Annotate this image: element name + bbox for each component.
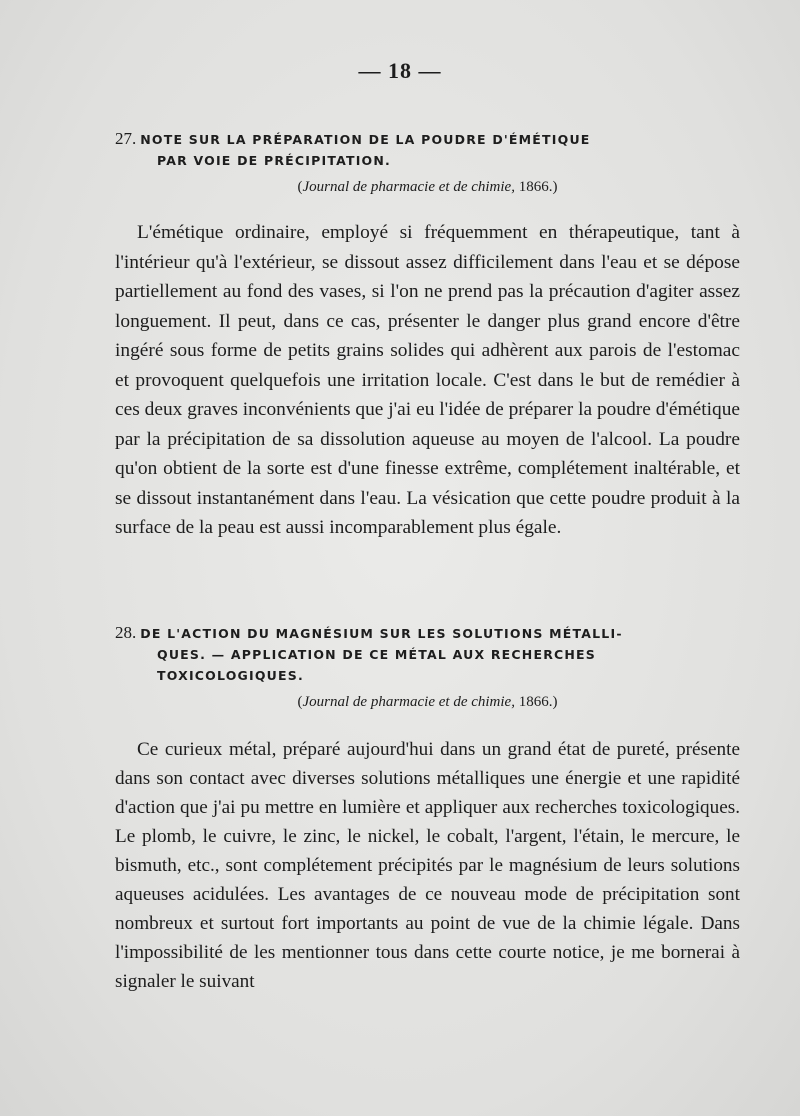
section-title-line1: DE L'ACTION DU MAGNÉSIUM SUR LES SOLUTIONS MÉTALLI- xyxy=(140,626,623,641)
section-body: L'émétique ordinaire, employé si fréquemment en thérapeutique, tant à l'intérieur qu'à l'extérieur, se dissout assez difficilement dans l'eau et se dépose partiellement au fond des vases, si l'on ne prend pas la précaution d'agiter assez longuement. Il peut, dans ce cas, présenter le danger plus grand encore d'être ingéré sous forme de petits grains solides qui adhèrent aux parois de l'estomac et provoquent quelquefois une irritation locale. C'est dans le but de remédier à ces deux graves inconvénients que j'ai eu l'idée de préparer la poudre d'émétique par la précipitation de sa dissolution aqueuse au moyen de l'alcool. La poudre qu'on obtient de la sorte est d'une finesse extrême, complétement inaltérable, et se dissout instantanément dans l'eau. La vésication que cette poudre produit à la surface de la peau est aussi incomparablement plus égale. xyxy=(115,222,740,538)
section-28 xyxy=(115,622,740,996)
section-number: 27. xyxy=(115,129,137,148)
section-source xyxy=(115,694,740,711)
source-year: 1866.) xyxy=(514,179,558,195)
section-body: Ce curieux métal, préparé aujourd'hui dans un grand état de pureté, présente dans son contact avec diverses solutions métalliques une énergie et une rapidité d'action que j'ai pu mettre en lumière et appliquer aux recherches toxicologiques. Le plomb, le cuivre, le zinc, le nickel, le cobalt, l'argent, l'étain, le mercure, le bismuth, etc., sont complétement précipités par le magnésium de leurs solutions aqueuses acidulées. Les avantages de ce nouveau mode de précipitation sont nombreux et surtout fort importants au point de vue de la chimie légale. Dans l'impossibilité de les mentionner tous dans cette courte notice, je me bornerai à signaler le suivant xyxy=(115,739,740,992)
source-year: 1866.) xyxy=(514,694,558,710)
source-journal: Journal de pharmacie et de chimie, xyxy=(302,694,515,710)
source-journal: Journal de pharmacie et de chimie, xyxy=(302,179,515,195)
section-source xyxy=(115,179,740,196)
source-paren: ( xyxy=(297,179,303,195)
section-title-line3: TOXICOLOGIQUES. xyxy=(157,668,304,683)
section-27 xyxy=(115,128,740,543)
source-paren: ( xyxy=(297,694,303,710)
section-title-line2: QUES. — APPLICATION DE CE MÉTAL AUX RECHERCHES xyxy=(157,647,597,662)
section-title-line2: PAR VOIE DE PRÉCIPITATION. xyxy=(157,153,391,168)
section-title-line1: NOTE SUR LA PRÉPARATION DE LA POUDRE D'ÉMÉTIQUE xyxy=(140,132,591,147)
page-number: — 18 — xyxy=(358,58,442,83)
section-number: 28. xyxy=(115,623,137,642)
section-heading xyxy=(115,622,740,686)
section-heading xyxy=(115,128,740,171)
